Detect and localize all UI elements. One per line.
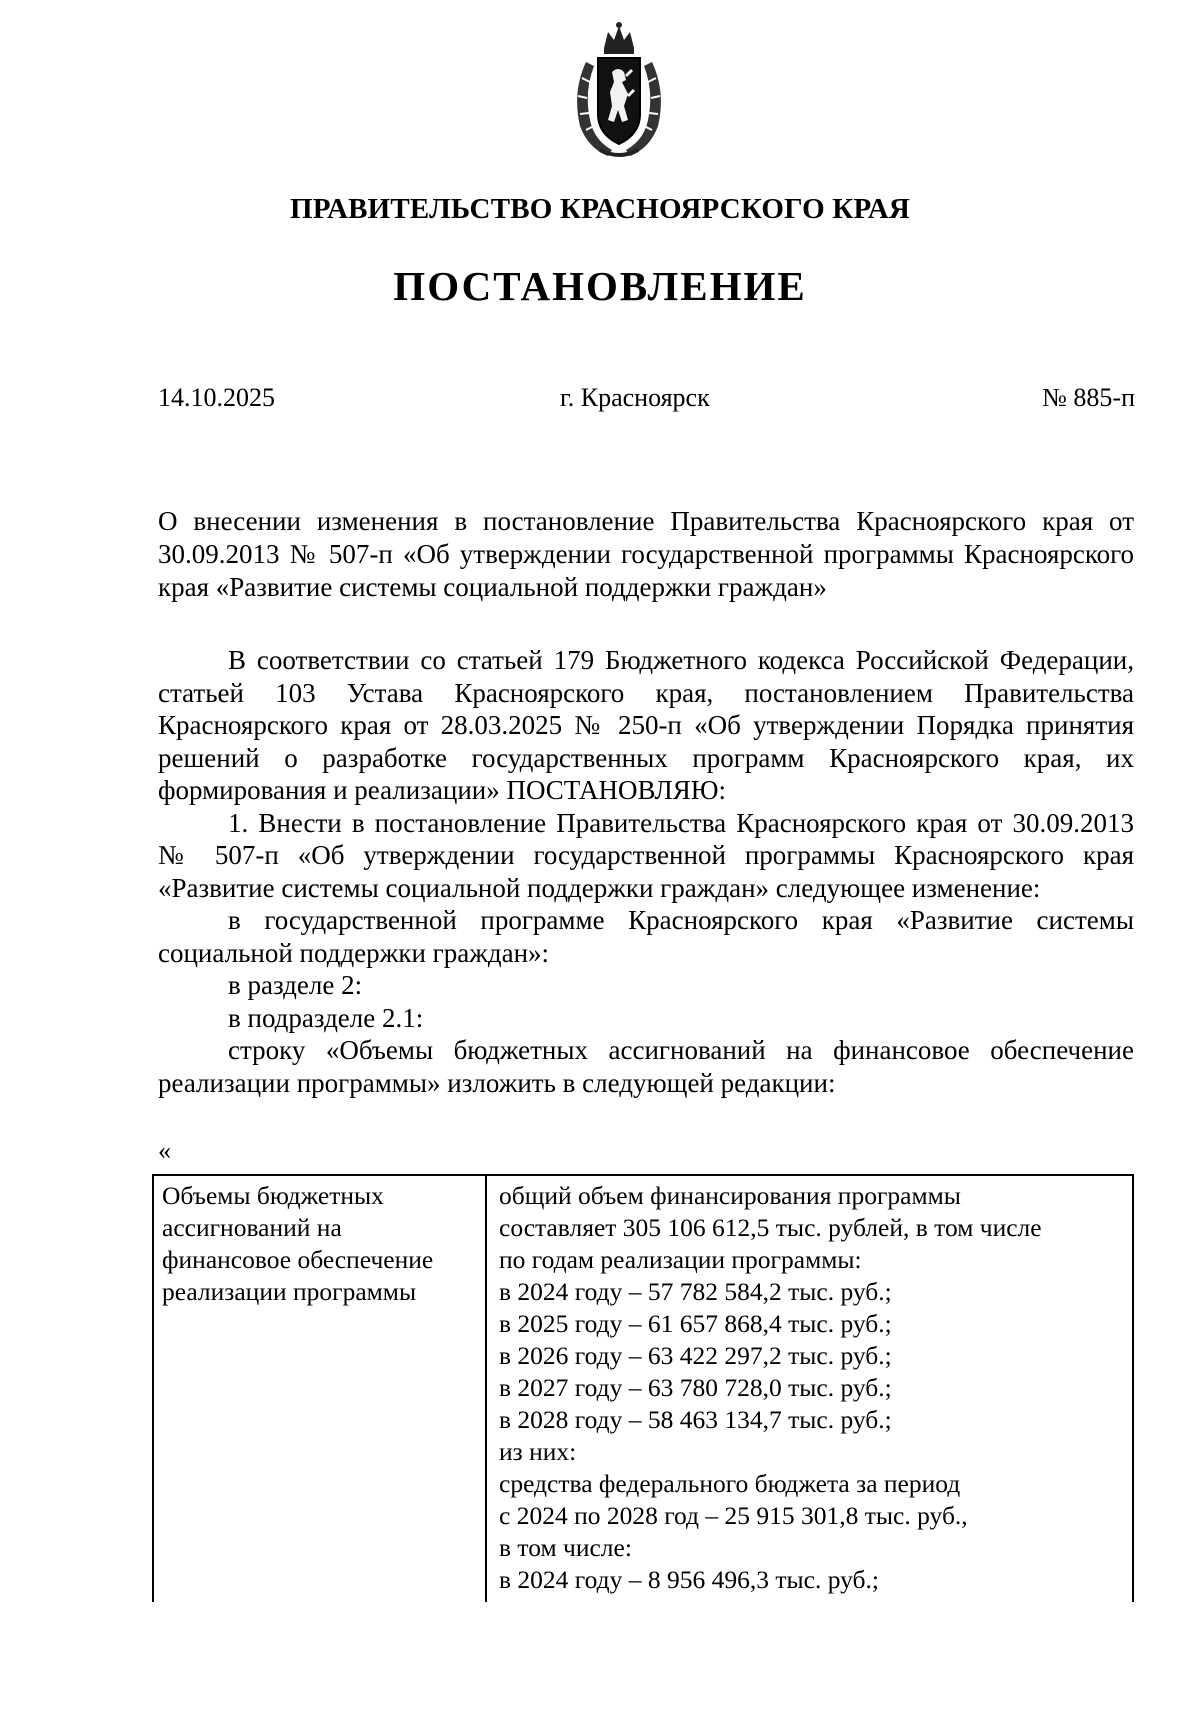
body-paragraph: в разделе 2: [228,970,363,1000]
body-paragraph: в подразделе 2.1: [228,1002,424,1033]
opening-quote-mark: « [158,1136,171,1165]
table-right-line: в 2027 году – 63 780 728,0 тыс. руб.; [499,1373,892,1402]
table-right-line: составляет 305 106 612,5 тыс. рублей, в том числе [499,1213,1042,1242]
table-right-line: общий объем финансирования программы [499,1181,961,1210]
table-right-line: в 2024 году – 8 956 496,3 тыс. руб.; [499,1565,879,1594]
funding-table [152,1174,1134,1602]
body-paragraph: В соответствии со статьей 179 Бюджетного кодекса Российской Федерации, статьей 103 Устава Красноярского края, постановлением Правительства Красноярского края от 28.03.2025 № 250-п «Об утверждении Порядка принятия решений о разработке государственных программ Красноярского края, их формирования и реализации» ПОСТАНОВЛЯЮ: [158,645,1134,805]
coat-of-arms-icon [568,22,670,162]
table-left-line: ассигнований на [162,1213,342,1242]
body-paragraph: в государственной программе Красноярского края «Развитие системы социальной поддержки граждан»: [158,905,1134,968]
document-date: 14.10.2025 [158,383,275,412]
table-right-line: в 2024 году – 57 782 584,2 тыс. руб.; [499,1277,892,1306]
table-right-line: с 2024 по 2028 год – 25 915 301,8 тыс. руб., [499,1501,968,1530]
organization-title: ПРАВИТЕЛЬСТВО КРАСНОЯРСКОГО КРАЯ [289,193,911,225]
table-right-cell [487,1176,1132,1602]
body-paragraph: строку «Объемы бюджетных ассигнований на финансовое обеспечение реализации программы» изложить в следующей редакции: [158,1035,1134,1098]
table-right-line: в 2025 году – 61 657 868,4 тыс. руб.; [499,1309,892,1338]
table-right-line: в том числе: [499,1533,632,1562]
table-left-line: финансовое обеспечение [162,1245,434,1274]
table-left-line: реализации программы [162,1277,417,1306]
body-paragraph: 1. Внести в постановление Правительства Красноярского края от 30.09.2013 № 507-п «Об утверждении государственной программы Красноярского края «Развитие системы социальной поддержки граждан» следующее изменение: [158,807,1134,903]
table-right-line: в 2028 году – 58 463 134,7 тыс. руб.; [499,1405,892,1434]
document-city: г. Красноярск [560,383,710,412]
table-right-line: из них: [499,1437,577,1466]
document-number: № 885-п [1042,383,1135,412]
table-right-line: средства федерального бюджета за период [499,1469,961,1498]
table-left-cell [154,1176,487,1602]
document-subject: О внесении изменения в постановление Правительства Красноярского края от 30.09.2013 № 507-п «Об утверждении государственной программы Красноярского края «Развитие системы социальной поддержки граждан» [158,506,1134,602]
table-left-line: Объемы бюджетных [162,1181,384,1210]
table-right-line: в 2026 году – 63 422 297,2 тыс. руб.; [499,1341,892,1370]
document-type-title: ПОСТАНОВЛЕНИЕ [393,263,807,309]
document-body [158,644,1134,1099]
table-right-line: по годам реализации программы: [499,1245,862,1274]
